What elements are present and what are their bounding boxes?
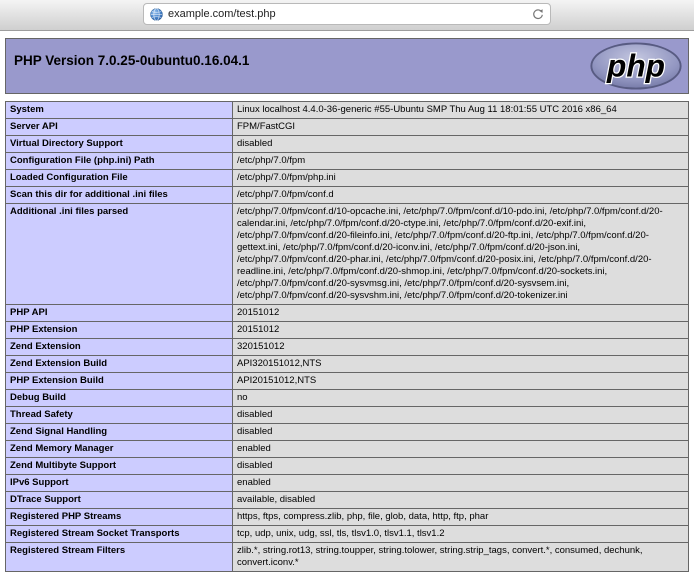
- table-row: [6, 204, 689, 305]
- row-value: /etc/php/7.0/fpm: [233, 153, 689, 170]
- page-title: PHP Version 7.0.25-0ubuntu0.16.04.1: [14, 52, 250, 68]
- row-label: Additional .ini files parsed: [6, 204, 233, 305]
- table-row: [6, 339, 689, 356]
- row-label: Virtual Directory Support: [6, 136, 233, 153]
- table-row: [6, 136, 689, 153]
- row-label: PHP API: [6, 305, 233, 322]
- row-label: Thread Safety: [6, 407, 233, 424]
- table-row: [6, 424, 689, 441]
- table-row: [6, 475, 689, 492]
- row-label: Zend Multibyte Support: [6, 458, 233, 475]
- row-value: 320151012: [233, 339, 689, 356]
- table-row: [6, 543, 689, 572]
- table-row: [6, 407, 689, 424]
- row-label: Registered PHP Streams: [6, 509, 233, 526]
- table-row: [6, 119, 689, 136]
- table-row: [6, 153, 689, 170]
- row-label: Registered Stream Socket Transports: [6, 526, 233, 543]
- php-logo-text: php: [606, 47, 666, 84]
- row-label: PHP Extension: [6, 322, 233, 339]
- row-value: API320151012,NTS: [233, 356, 689, 373]
- table-row: [6, 492, 689, 509]
- row-label: Scan this dir for additional .ini files: [6, 187, 233, 204]
- row-value: no: [233, 390, 689, 407]
- table-row: [6, 356, 689, 373]
- row-label: Zend Extension Build: [6, 356, 233, 373]
- row-value: /etc/php/7.0/fpm/conf.d: [233, 187, 689, 204]
- table-row: [6, 441, 689, 458]
- row-label: Registered Stream Filters: [6, 543, 233, 572]
- address-bar[interactable]: [143, 3, 551, 25]
- row-value: disabled: [233, 424, 689, 441]
- table-row: [6, 322, 689, 339]
- row-value: https, ftps, compress.zlib, php, file, glob, data, http, ftp, phar: [233, 509, 689, 526]
- info-table: [5, 101, 689, 572]
- row-label: Zend Signal Handling: [6, 424, 233, 441]
- row-label: Zend Memory Manager: [6, 441, 233, 458]
- row-value: 20151012: [233, 322, 689, 339]
- phpinfo-page: [0, 31, 694, 572]
- row-value: tcp, udp, unix, udg, ssl, tls, tlsv1.0, tlsv1.1, tlsv1.2: [233, 526, 689, 543]
- row-label: System: [6, 102, 233, 119]
- table-row: [6, 458, 689, 475]
- table-row: [6, 305, 689, 322]
- info-table-body: [6, 102, 689, 572]
- php-logo[interactable]: [589, 42, 683, 90]
- table-row: [6, 102, 689, 119]
- row-label: IPv6 Support: [6, 475, 233, 492]
- row-value: available, disabled: [233, 492, 689, 509]
- row-label: Zend Extension: [6, 339, 233, 356]
- row-value: /etc/php/7.0/fpm/conf.d/10-opcache.ini, /etc/php/7.0/fpm/conf.d/10-pdo.ini, /etc/php/7.0/fpm/conf.d/20-calendar.ini, /etc/php/7.0/fpm/conf.d/20-ctype.ini, /etc/php/7.0/fpm/conf.d/20-exif.ini, /etc/php/7.0/fpm/conf.d/20-fileinfo.ini, /etc/php/7.0/fpm/conf.d/20-ftp.ini, /etc/php/7.0/fpm/conf.d/20-gettext.ini, /etc/php/7.0/fpm/conf.d/20-iconv.ini, /etc/php/7.0/fpm/conf.d/20-json.ini, /etc/php/7.0/fpm/conf.d/20-phar.ini, /etc/php/7.0/fpm/conf.d/20-posix.ini, /etc/php/7.0/fpm/conf.d/20-readline.ini, /etc/php/7.0/fpm/conf.d/20-shmop.ini, /etc/php/7.0/fpm/conf.d/20-sockets.ini, /etc/php/7.0/fpm/conf.d/20-sysvmsg.ini, /etc/php/7.0/fpm/conf.d/20-sysvsem.ini, /etc/php/7.0/fpm/conf.d/20-sysvshm.ini, /etc/php/7.0/fpm/conf.d/20-tokenizer.ini: [233, 204, 689, 305]
- row-value: /etc/php/7.0/fpm/php.ini: [233, 170, 689, 187]
- row-label: PHP Extension Build: [6, 373, 233, 390]
- row-value: enabled: [233, 441, 689, 458]
- table-row: [6, 187, 689, 204]
- browser-toolbar: [0, 0, 694, 31]
- table-row: [6, 170, 689, 187]
- row-label: Configuration File (php.ini) Path: [6, 153, 233, 170]
- reload-icon[interactable]: [532, 8, 544, 21]
- table-row: [6, 526, 689, 543]
- row-value: disabled: [233, 458, 689, 475]
- row-value: enabled: [233, 475, 689, 492]
- row-value: 20151012: [233, 305, 689, 322]
- row-label: Debug Build: [6, 390, 233, 407]
- row-value: disabled: [233, 407, 689, 424]
- row-label: Server API: [6, 119, 233, 136]
- row-value: API20151012,NTS: [233, 373, 689, 390]
- row-value: Linux localhost 4.4.0-36-generic #55-Ubuntu SMP Thu Aug 11 18:01:55 UTC 2016 x86_64: [233, 102, 689, 119]
- row-label: Loaded Configuration File: [6, 170, 233, 187]
- table-row: [6, 373, 689, 390]
- globe-favicon-icon: [150, 8, 163, 21]
- row-label: DTrace Support: [6, 492, 233, 509]
- url-text: example.com/test.php: [168, 8, 276, 20]
- row-value: disabled: [233, 136, 689, 153]
- row-value: zlib.*, string.rot13, string.toupper, string.tolower, string.strip_tags, convert.*, consumed, dechunk, convert.iconv.*: [233, 543, 689, 572]
- phpinfo-header: [5, 38, 689, 94]
- row-value: FPM/FastCGI: [233, 119, 689, 136]
- table-row: [6, 390, 689, 407]
- table-row: [6, 509, 689, 526]
